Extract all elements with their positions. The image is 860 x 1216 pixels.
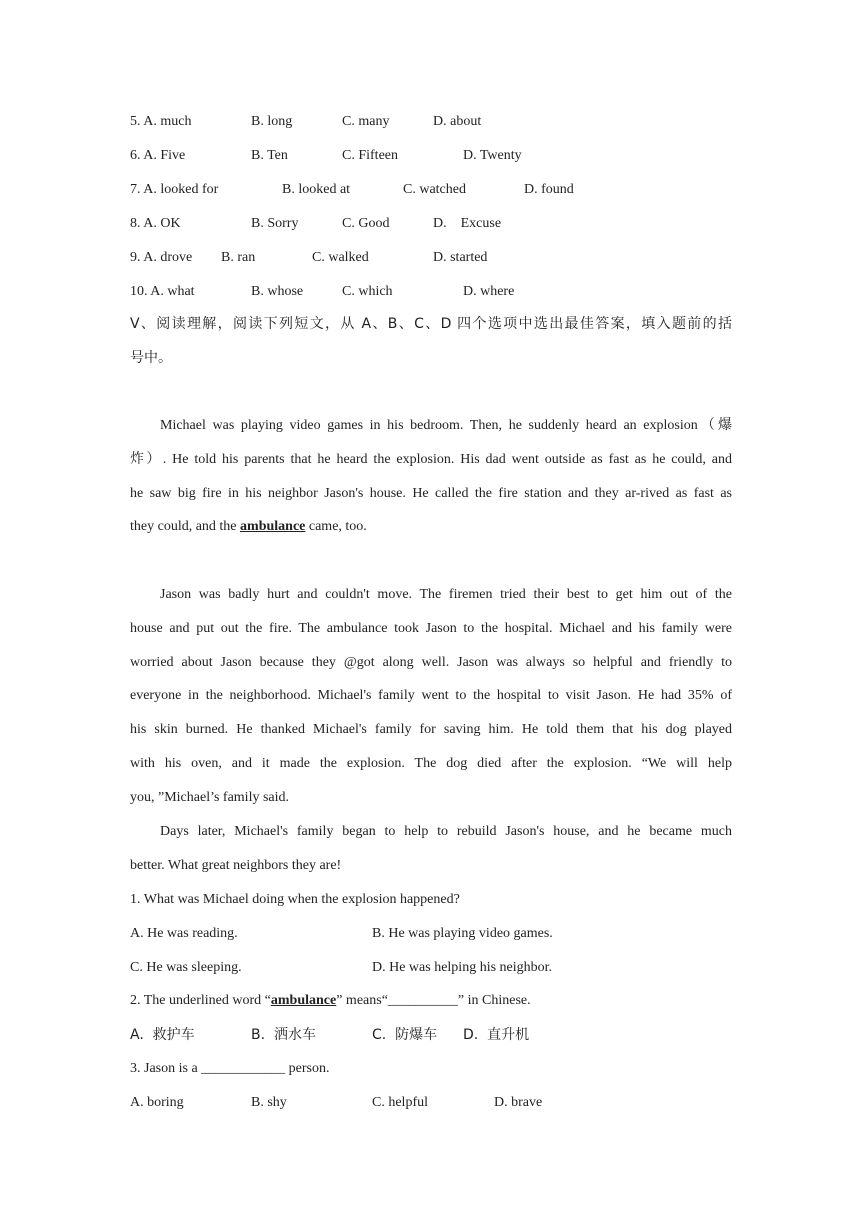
- section-heading-line: 号中。: [130, 349, 172, 366]
- option-d: D. Twenty: [463, 148, 522, 163]
- passage-line: Michael was playing video games in his bedroom. Then, he suddenly heard an explosion（爆: [160, 418, 732, 433]
- passage-line: worried about Jason because they @got along well. Jason was always so helpful and friendly to: [130, 654, 732, 670]
- passage-text: they could, and the: [130, 519, 241, 535]
- passage-line: his skin burned. He thanked Michael's family for saving him. He told them that his dog played: [130, 722, 732, 738]
- question-text: 3. Jason is a ____________ person.: [130, 1061, 330, 1076]
- option-d: D. found: [524, 182, 574, 197]
- option-c: C. watched: [403, 182, 466, 197]
- option-a: 7. A. looked for: [130, 182, 219, 197]
- section-heading-line: Ⅴ、阅读理解，阅读下列短文，从 A、B、C、D 四个选项中选出最佳答案，填入题前的括: [130, 316, 732, 332]
- question-text: [130, 993, 531, 1008]
- option-d: D. where: [463, 284, 515, 299]
- question-text: 1. What was Michael doing when the explosion happened?: [130, 892, 460, 907]
- passage-line: he saw big fire in his neighbor Jason's house. He called the fire station and they ar-rived as fast as: [130, 485, 732, 501]
- option-d: D. Excuse: [433, 216, 502, 231]
- option-a: A. boring: [130, 1095, 184, 1110]
- passage-line: Days later, Michael's family began to help to rebuild Jason's house, and he became much: [160, 824, 732, 839]
- option-d: D. 直升机: [463, 1027, 530, 1043]
- option-b: B. looked at: [282, 182, 351, 197]
- option-c: C. helpful: [372, 1095, 428, 1110]
- passage-text: came, too.: [305, 519, 367, 535]
- section-heading: [130, 308, 732, 376]
- passage-paragraph-2: [130, 578, 732, 815]
- option-c: C. many: [342, 114, 390, 129]
- option-b: B. 洒水车: [251, 1027, 316, 1043]
- option-a: A. He was reading.: [130, 926, 238, 941]
- question-2: [130, 991, 531, 1011]
- option-d: D. brave: [494, 1095, 543, 1110]
- option-a: 5. A. much: [130, 114, 192, 129]
- passage-line: better. What great neighbors they are!: [130, 857, 342, 873]
- passage-line: Jason was badly hurt and couldn't move. The firemen tried their best to get him out of the: [160, 587, 732, 602]
- option-c: C. 防爆车: [372, 1027, 438, 1043]
- option-b: B. shy: [251, 1095, 287, 1110]
- option-d: D. started: [433, 250, 488, 265]
- option-b: B. ran: [221, 250, 256, 265]
- option-b: B. He was playing video games.: [372, 926, 553, 941]
- question-text-part: 2. The underlined word “: [130, 993, 271, 1008]
- option-b: B. Sorry: [251, 216, 299, 231]
- passage-paragraph-3: [130, 815, 732, 883]
- passage-line: 炸）. He told his parents that he heard the explosion. His dad went outside as fast as he could, and: [130, 451, 732, 467]
- option-c: C. Fifteen: [342, 148, 398, 163]
- option-a: 8. A. OK: [130, 216, 181, 231]
- option-b: B. long: [251, 114, 293, 129]
- option-a: 6. A. Five: [130, 148, 186, 163]
- option-b: B. Ten: [251, 148, 288, 163]
- passage-paragraph-1: [130, 409, 732, 544]
- underlined-keyword: ambulance: [240, 519, 306, 535]
- option-a: A. 救护车: [130, 1027, 195, 1043]
- question-text-part: ” means“__________” in Chinese.: [336, 993, 531, 1008]
- option-d: D. about: [433, 114, 482, 129]
- passage-line: with his oven, and it made the explosion. The dog died after the explosion. “We will help: [130, 755, 732, 771]
- passage-line: house and put out the fire. The ambulance took Jason to the hospital. Michael and his family were: [130, 620, 732, 636]
- option-c: C. which: [342, 284, 393, 299]
- option-a: 10. A. what: [130, 284, 195, 299]
- passage-line: everyone in the neighborhood. Michael's family went to the hospital to visit Jason. He had 35% of: [130, 688, 732, 704]
- option-d: D. He was helping his neighbor.: [372, 960, 553, 975]
- passage-line: [130, 510, 732, 544]
- option-c: C. walked: [312, 250, 369, 265]
- option-c: C. He was sleeping.: [130, 960, 242, 975]
- option-a: 9. A. drove: [130, 250, 193, 265]
- option-c: C. Good: [342, 216, 390, 231]
- passage-line: you, ”Michael’s family said.: [130, 789, 290, 805]
- underlined-keyword: ambulance: [270, 993, 337, 1008]
- option-b: B. whose: [251, 284, 304, 299]
